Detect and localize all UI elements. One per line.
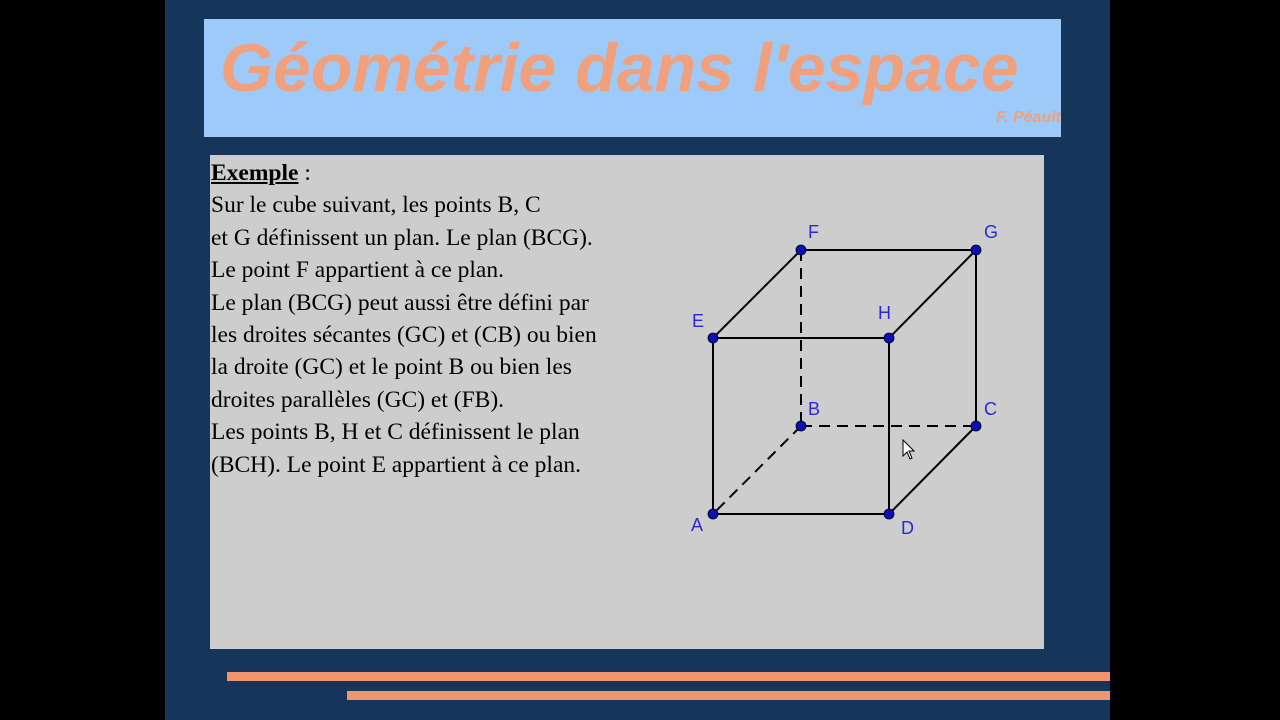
- text-line-4: Le plan (BCG) peut aussi être défini par: [211, 289, 589, 316]
- edge-BA-hidden: [713, 426, 801, 514]
- text-line-5: les droites sécantes (GC) et (CB) ou bien: [211, 322, 597, 349]
- label-E: E: [692, 311, 705, 331]
- point-C: [971, 421, 981, 431]
- example-label-suffix: :: [298, 160, 311, 186]
- label-F: F: [808, 222, 819, 242]
- decorative-bar-top: [227, 672, 1110, 681]
- point-F: [796, 245, 806, 255]
- label-D: D: [901, 518, 914, 538]
- point-G: [971, 245, 981, 255]
- label-C: C: [984, 399, 997, 419]
- edge-DC: [889, 426, 976, 514]
- author-credit: F. Péault: [996, 109, 1061, 126]
- point-E: [708, 333, 718, 343]
- point-H: [884, 333, 894, 343]
- text-line-3: Le point F appartient à ce plan.: [211, 257, 504, 284]
- slide-title: Géométrie dans l'espace: [220, 30, 1019, 106]
- point-B: [796, 421, 806, 431]
- text-line-2: et G définissent un plan. Le plan (BCG).: [211, 224, 593, 251]
- label-B: B: [808, 399, 821, 419]
- decorative-bar-bottom: [347, 691, 1110, 700]
- text-line-7: droites parallèles (GC) et (FB).: [211, 386, 505, 413]
- cube-figure: [210, 155, 1044, 649]
- text-line-1: Sur le cube suivant, les points B, C: [211, 192, 541, 219]
- mouse-cursor-icon: [903, 440, 914, 459]
- text-line-6: la droite (GC) et le point B ou bien les: [211, 354, 572, 381]
- point-D: [884, 509, 894, 519]
- text-line-9: (BCH). Le point E appartient à ce plan.: [211, 451, 581, 478]
- text-line-8: Les points B, H et C définissent le plan: [211, 419, 580, 446]
- slide: [165, 0, 1110, 720]
- label-H: H: [878, 303, 891, 323]
- label-A: A: [691, 515, 704, 535]
- label-G: G: [984, 222, 999, 242]
- slide-header: [204, 19, 1061, 137]
- content-panel: [210, 155, 1044, 649]
- edge-EF: [713, 250, 801, 338]
- edge-HG: [889, 250, 976, 338]
- example-label: Exemple: [211, 160, 299, 186]
- point-A: [708, 509, 718, 519]
